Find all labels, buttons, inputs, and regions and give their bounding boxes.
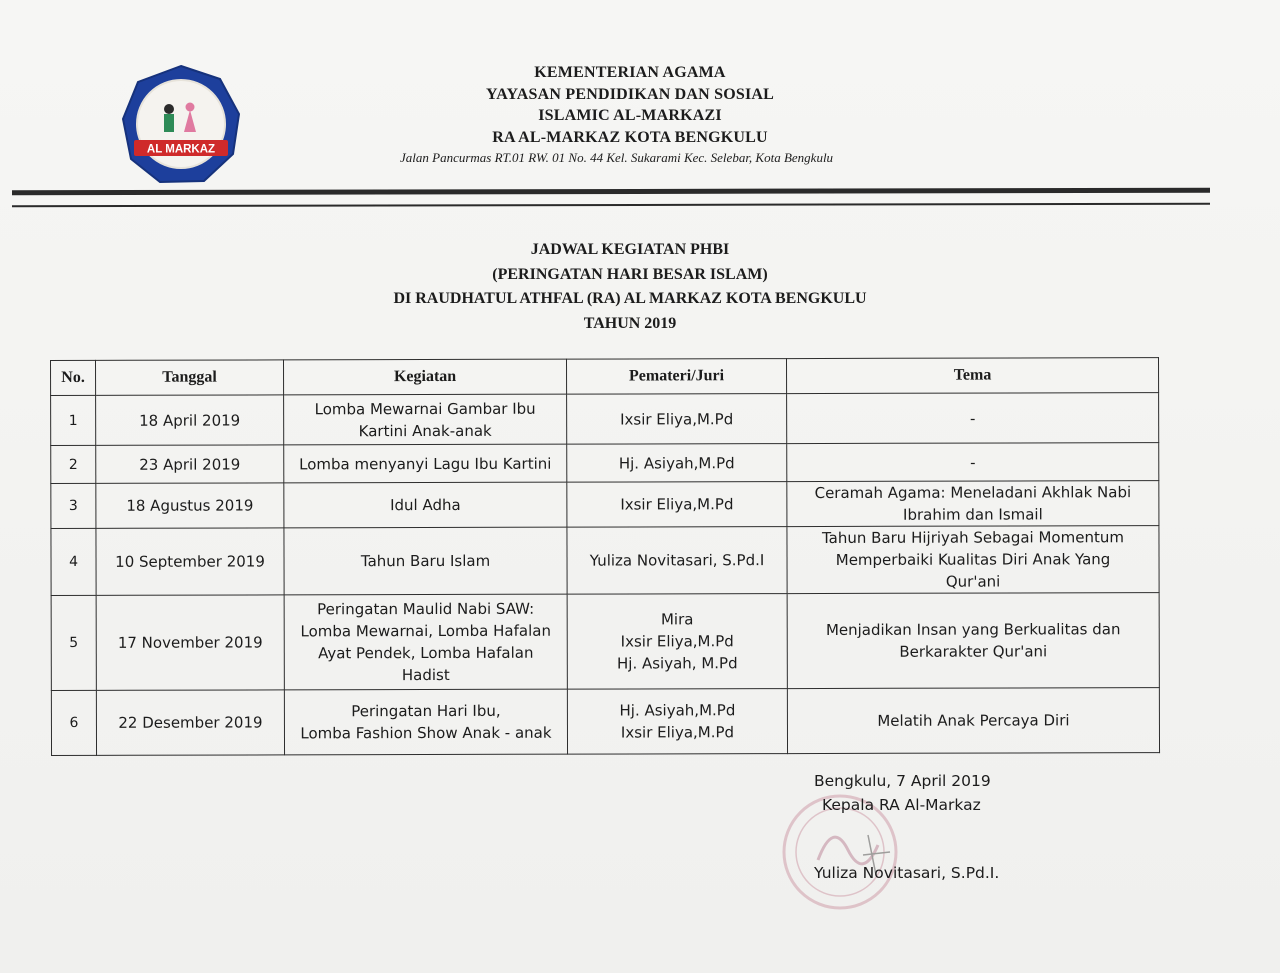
cell-kegiatan xyxy=(284,444,567,483)
kegiatan-line: Idul Adha xyxy=(390,495,461,515)
header-kegiatan: Kegiatan xyxy=(284,359,567,395)
cell-pemateri xyxy=(567,527,787,595)
letterhead-divider-thin xyxy=(12,203,1210,208)
school-logo xyxy=(120,64,242,186)
pemateri-line: Hj. Asiyah, M.Pd xyxy=(616,654,738,673)
cell-kegiatan xyxy=(284,689,567,755)
title-line-1: JADWAL KEGIATAN PHBI xyxy=(530,241,730,258)
table-body xyxy=(51,393,1160,756)
cell-tanggal: 18 Agustus 2019 xyxy=(96,483,284,528)
cell-no: 4 xyxy=(51,528,96,595)
cell-kegiatan xyxy=(284,527,567,595)
cell-tema xyxy=(787,593,1159,689)
cell-tanggal: 22 Desember 2019 xyxy=(96,690,284,755)
cell-tema xyxy=(787,481,1159,527)
cell-no: 5 xyxy=(51,595,96,690)
cell-no: 3 xyxy=(51,483,96,528)
cell-pemateri xyxy=(567,689,787,755)
kegiatan-line: Lomba Mewarnai, Lomba Hafalan xyxy=(300,621,551,641)
letterhead-line-1: KEMENTERIAN AGAMA xyxy=(534,64,726,81)
cell-no: 2 xyxy=(51,445,96,483)
table-row xyxy=(51,526,1159,596)
tema-line: Melatih Anak Percaya Diri xyxy=(877,711,1070,730)
title-line-2: (PERINGATAN HARI BESAR ISLAM) xyxy=(492,265,768,283)
logo-banner-text: AL MARKAZ xyxy=(146,143,216,156)
cell-tema xyxy=(787,526,1159,594)
pemateri-line: Yuliza Novitasari, S.Pd.I xyxy=(589,551,765,570)
tema-line: Menjadikan Insan yang Berkualitas dan xyxy=(825,620,1121,639)
pemateri-line: Hj. Asiyah,M.Pd xyxy=(618,453,735,473)
cell-no: 6 xyxy=(51,690,96,755)
cell-pemateri xyxy=(567,444,787,483)
tema-line: Qur'ani xyxy=(945,572,1001,591)
cell-kegiatan xyxy=(284,394,567,445)
tema-line: - xyxy=(970,453,976,472)
header-no: No. xyxy=(51,360,96,395)
letterhead-line-3: ISLAMIC AL-MARKAZI xyxy=(538,107,722,124)
cell-tema xyxy=(787,393,1159,444)
header-tanggal: Tanggal xyxy=(96,360,284,395)
kegiatan-line: Kartini Anak-anak xyxy=(358,421,492,440)
cell-tema xyxy=(787,443,1159,482)
letterhead-address: Jalan Pancurmas RT.01 RW. 01 No. 44 Kel. Sukarami Kec. Selebar, Kota Bengkulu xyxy=(400,150,834,165)
pemateri-line: Ixsir Eliya,M.Pd xyxy=(620,409,734,429)
cell-tanggal: 23 April 2019 xyxy=(96,445,284,483)
signature-name: Yuliza Novitasari, S.Pd.I. xyxy=(814,864,1000,882)
table-row xyxy=(51,593,1159,691)
pemateri-line: Ixsir Eliya,M.Pd xyxy=(620,723,735,742)
cell-no: 1 xyxy=(51,395,96,445)
tema-line: - xyxy=(969,409,976,428)
table-header-row xyxy=(51,358,1159,396)
title-line-3: DI RAUDHATUL ATHFAL (RA) AL MARKAZ KOTA BENGKULU xyxy=(393,290,867,307)
kegiatan-line: Lomba Mewarnai Gambar Ibu xyxy=(314,399,536,418)
cell-tanggal: 17 November 2019 xyxy=(96,595,284,690)
table-row xyxy=(51,481,1159,529)
kegiatan-line: Lomba menyanyi Lagu Ibu Kartini xyxy=(299,454,552,473)
header-tema: Tema xyxy=(786,358,1158,394)
cell-tanggal: 18 April 2019 xyxy=(96,395,284,445)
cell-tanggal: 10 September 2019 xyxy=(96,528,284,595)
document-title xyxy=(330,238,930,336)
letterhead-line-4: RA AL-MARKAZ KOTA BENGKULU xyxy=(492,128,768,146)
cell-tema xyxy=(787,688,1159,754)
cell-kegiatan xyxy=(284,482,567,528)
header-pemateri: Pemateri/Juri xyxy=(566,359,786,395)
table-row xyxy=(51,443,1159,484)
signature-place-date: Bengkulu, 7 April 2019 xyxy=(814,772,991,790)
tema-line: Tahun Baru Hijriyah Sebagai Momentum xyxy=(821,528,1124,547)
cell-kegiatan xyxy=(284,594,567,690)
tema-line: Ceramah Agama: Meneladani Akhlak Nabi xyxy=(814,483,1132,502)
pemateri-line: Mira xyxy=(660,610,694,629)
cell-pemateri xyxy=(567,594,787,690)
signature-role: Kepala RA Al-Markaz xyxy=(822,796,981,814)
schedule-table xyxy=(50,357,1160,756)
pemateri-line: Hj. Asiyah,M.Pd xyxy=(619,701,736,720)
pemateri-line: Ixsir Eliya,M.Pd xyxy=(620,632,734,651)
kegiatan-line: Peringatan Hari Ibu, xyxy=(351,701,501,721)
kegiatan-line: Hadist xyxy=(401,665,450,685)
tema-line: Ibrahim dan Ismail xyxy=(903,505,1043,524)
tema-line: Memperbaiki Kualitas Diri Anak Yang xyxy=(835,550,1111,569)
kegiatan-line: Ayat Pendek, Lomba Hafalan xyxy=(318,643,534,663)
letterhead xyxy=(380,62,880,165)
kegiatan-line: Lomba Fashion Show Anak - anak xyxy=(300,723,552,743)
kegiatan-line: Peringatan Maulid Nabi SAW: xyxy=(317,599,535,619)
tema-line: Berkarakter Qur'ani xyxy=(899,642,1048,661)
table-row xyxy=(51,688,1159,756)
title-line-4: TAHUN 2019 xyxy=(583,314,677,332)
pemateri-line: Ixsir Eliya,M.Pd xyxy=(620,495,734,514)
letterhead-divider-thick xyxy=(12,188,1210,196)
cell-pemateri xyxy=(567,394,787,445)
table-row xyxy=(51,393,1159,446)
letterhead-line-2: YAYASAN PENDIDIKAN DAN SOSIAL xyxy=(485,85,775,103)
kegiatan-line: Tahun Baru Islam xyxy=(360,551,491,571)
cell-pemateri xyxy=(567,482,787,528)
